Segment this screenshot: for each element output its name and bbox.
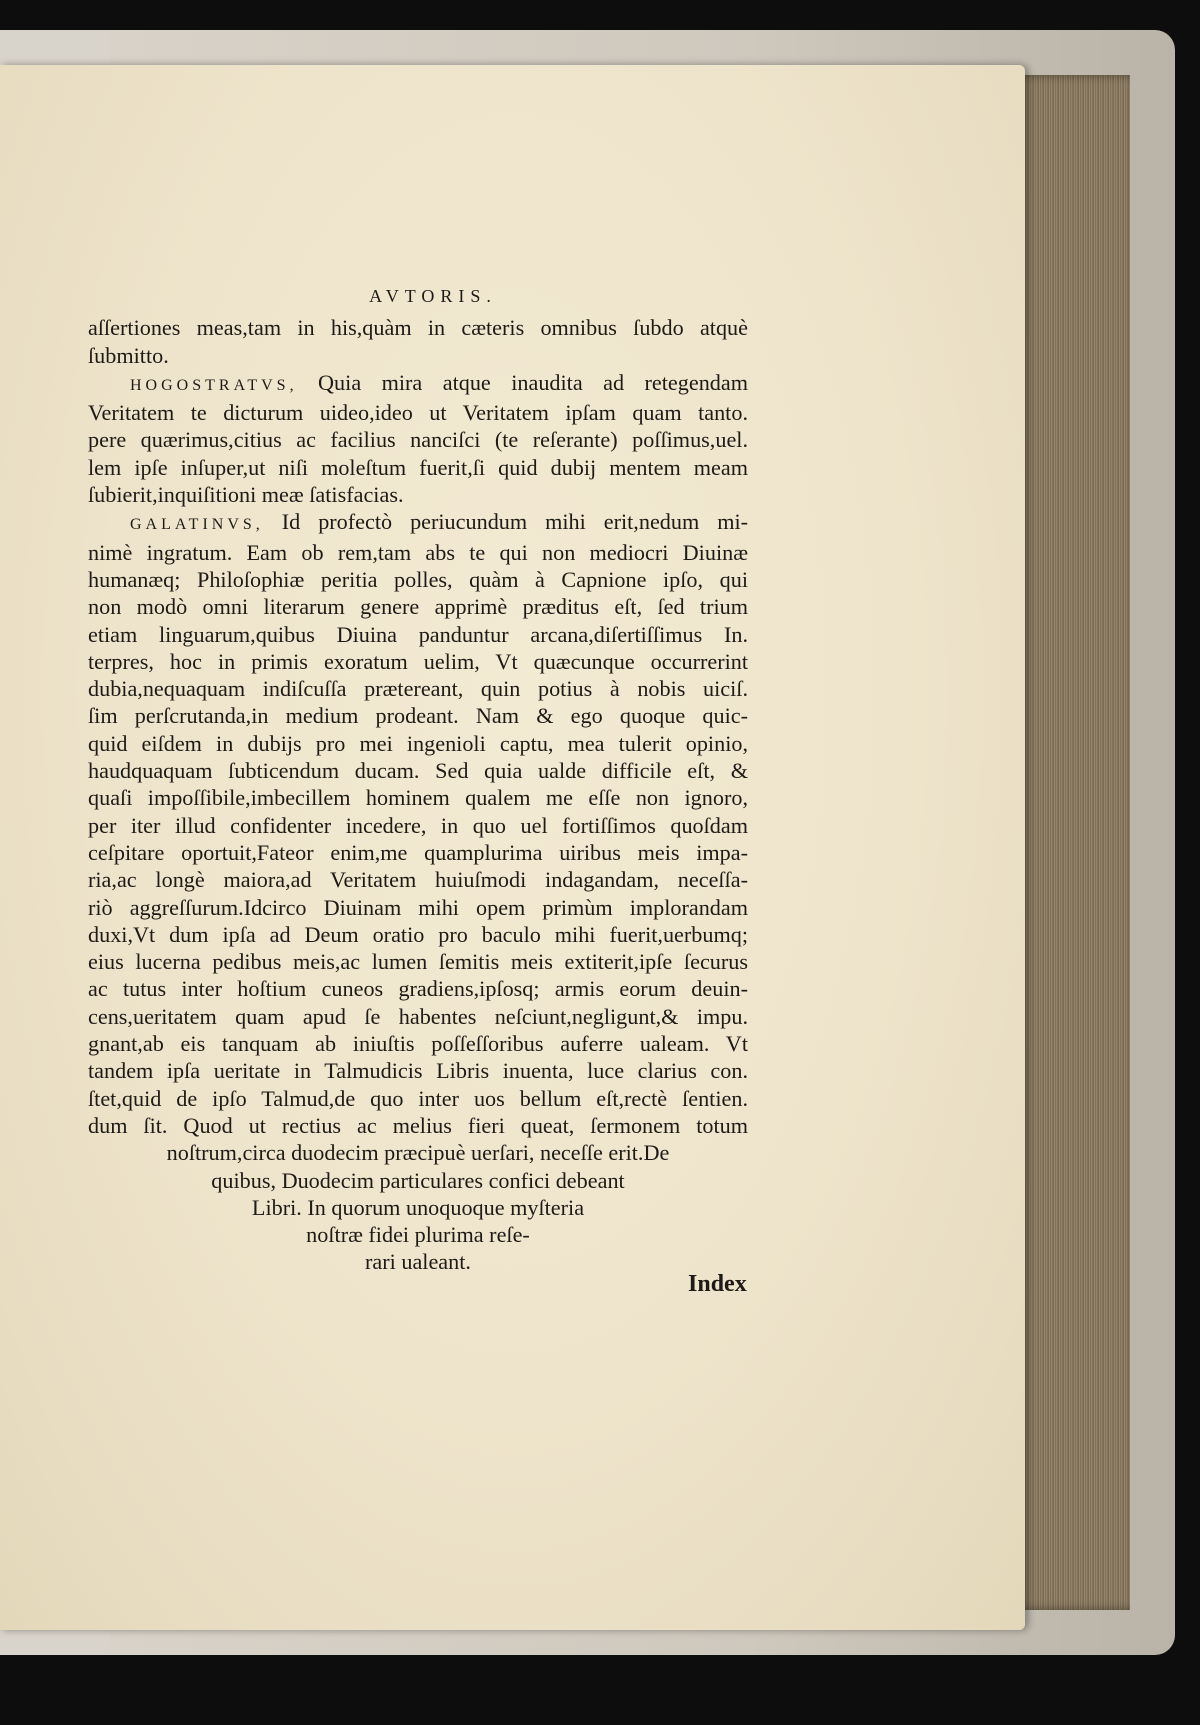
text-line: non modò omni literarum genere apprimè præditus eſt, ſed trium bbox=[88, 594, 748, 620]
text-line: nimè ingratum. Eam ob rem,tam abs te qui non mediocri Diuinæ bbox=[88, 539, 748, 565]
text-line: ria,ac longè maiora,ad Veritatem huiuſmodi indagandam, neceſſa- bbox=[88, 867, 748, 893]
text-line: Id profectò periucundum mihi erit,nedum mi- bbox=[281, 509, 749, 535]
text-line: lem ipſe inſuper,ut niſi moleſtum fuerit,ſi quid dubij mentem meam bbox=[88, 454, 748, 480]
text-line: etiam linguarum,quibus Diuina panduntur arcana,diſertiſſimus In. bbox=[88, 621, 748, 647]
text-line: ceſpitare oportuit,Fateor enim,me quamplurima uiribus meis impa- bbox=[88, 839, 748, 865]
text-line-taper: noſtrum,circa duodecim præcipuè uerſari, neceſſe erit.De bbox=[166, 1140, 670, 1166]
text-line: quid eiſdem in dubijs pro mei ingenioli captu, mea tulerit opinio, bbox=[88, 730, 748, 756]
text-line: haudquaquam ſubticendum ducam. Sed quia ualde difficile eſt, & bbox=[88, 758, 748, 784]
text-line: Quia mira atque inaudita ad retegendam bbox=[318, 369, 749, 395]
running-head: AVTORIS. bbox=[369, 286, 497, 306]
speaker-name: GALATINVS, bbox=[130, 516, 264, 534]
text-line-taper: Libri. In quorum unoquoque myſteria bbox=[251, 1194, 585, 1220]
text-line: tandem ipſa ueritate in Talmudicis Libris inuenta, luce clarius con. bbox=[88, 1058, 748, 1084]
text-line-taper: noſtræ fidei plurima reſe- bbox=[306, 1222, 530, 1248]
text-line: cens,ueritatem quam apud ſe habentes neſciunt,negligunt,& impu. bbox=[88, 1003, 748, 1029]
text-line: dum ſit. Quod ut rectius ac melius fieri queat, ſermonem totum bbox=[88, 1112, 748, 1138]
text-line: duxi,Vt dum ipſa ad Deum oratio pro baculo mihi fuerit,uerbumq; bbox=[88, 921, 748, 947]
text-line: per iter illud confidenter incedere, in quo uel fortiſſimos quoſdam bbox=[88, 812, 748, 838]
text-line: riò aggreſſurum.Idcirco Diuinam mihi opem primùm implorandam bbox=[88, 894, 748, 920]
text-line: aſſertiones meas,tam in his,quàm in cæteris omnibus ſubdo atquè bbox=[88, 315, 748, 341]
text-line: gnant,ab eis tanquam ab iniuſtis poſſeſſoribus auferre ualeam. Vt bbox=[88, 1031, 748, 1057]
text-line: ſim perſcrutanda,in medium prodeant. Nam & ego quoque quic- bbox=[88, 703, 748, 729]
text-line: ac tutus inter hoſtium cuneos gradiens,ipſosq; armis eorum deuin- bbox=[88, 976, 748, 1002]
text-line: eius lucerna pedibus meis,ac lumen ſemitis meis extiterit,ipſe ſecurus bbox=[88, 949, 748, 975]
speaker-name: HOGOSTRATVS, bbox=[130, 376, 298, 394]
text-line: ſubmitto. bbox=[88, 342, 169, 368]
text-line: pere quærimus,citius ac facilius nanciſci (te reſerante) poſſimus,uel. bbox=[88, 427, 748, 453]
text-line: ſubierit,inquiſitioni meæ ſatisfacias. bbox=[88, 482, 404, 508]
book-page bbox=[0, 65, 1025, 1630]
text-line: quaſi impoſſibile,imbecillem hominem qualem me eſſe non ignoro, bbox=[88, 785, 748, 811]
speaker-line bbox=[88, 508, 748, 538]
speaker-line bbox=[88, 369, 748, 399]
page-fore-edge bbox=[1010, 75, 1130, 1610]
text-line: terpres, hoc in primis exoratum uelim, Vt quæcunque occurrerint bbox=[88, 648, 748, 674]
text-block bbox=[88, 283, 748, 1276]
text-line: humanæq; Philoſophiæ peritia polles, quàm à Capnione ipſo, qui bbox=[88, 566, 748, 592]
text-line-taper: rari ualeant. bbox=[365, 1249, 471, 1275]
catchword: Index bbox=[688, 1271, 747, 1297]
text-line: Veritatem te dicturum uideo,ideo ut Veritatem ipſam quam tanto. bbox=[88, 400, 748, 426]
text-line: dubia,nequaquam indiſcuſſa prætereant, quin potius à nobis uiciſ. bbox=[88, 676, 748, 702]
text-line-taper: quibus, Duodecim particulares confici debeant bbox=[211, 1167, 625, 1193]
text-line: ſtet,quid de ipſo Talmud,de quo inter uos bellum eſt,rectè ſentien. bbox=[88, 1085, 748, 1111]
